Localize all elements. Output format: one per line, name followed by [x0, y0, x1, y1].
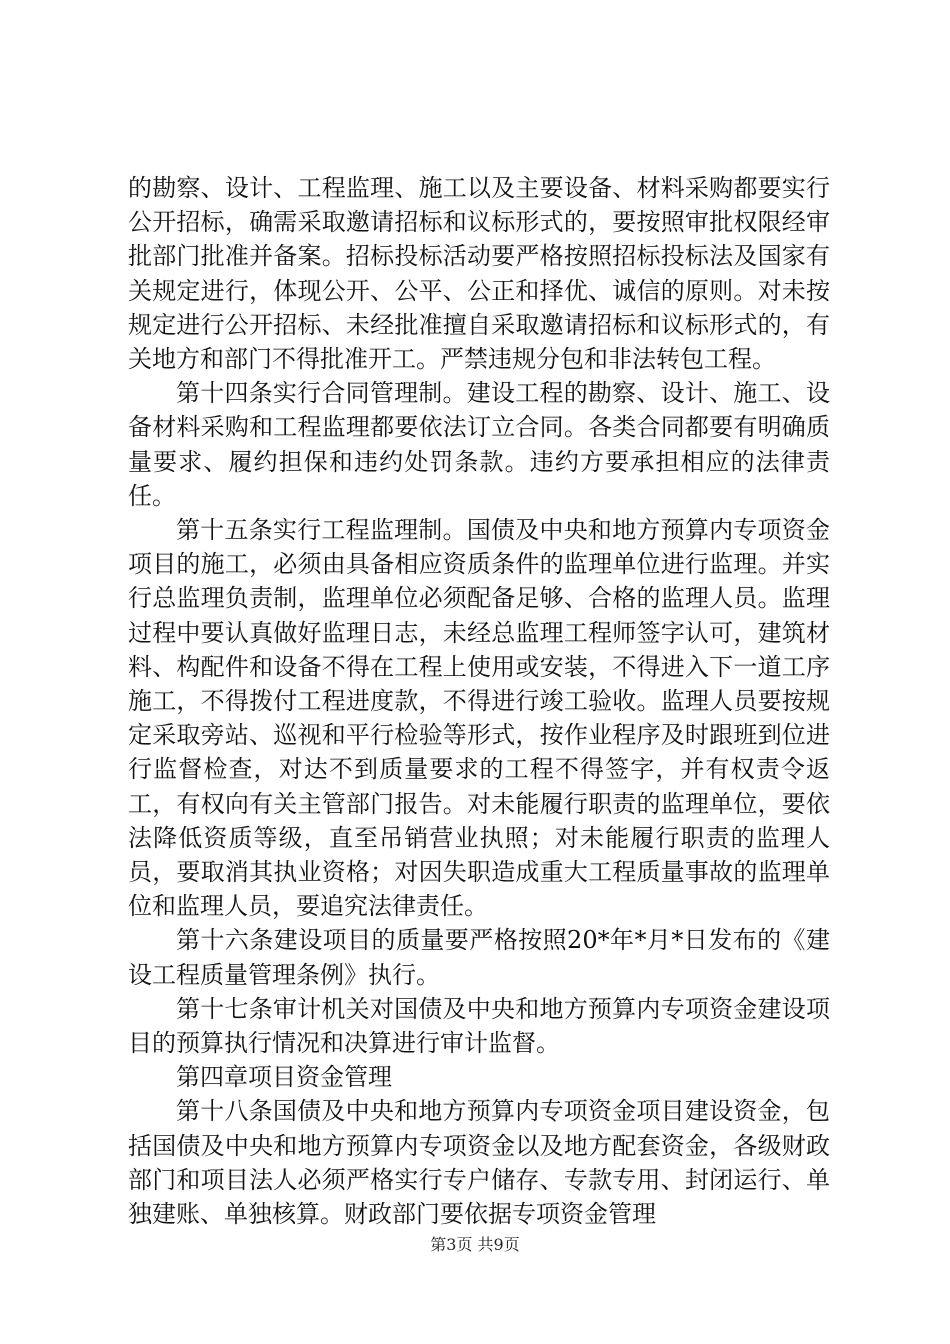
- paragraph-article-17: 第十七条审计机关对国债及中央和地方预算内专项资金建设项目的预算执行情况和决算进行审计监督。: [128, 994, 830, 1058]
- paragraph-article-14: 第十四条实行合同管理制。建设工程的勘察、设计、施工、设备材料采购和工程监理都要依法订立合同。各类合同都要有明确质量要求、履约担保和违约处罚条款。违约方要承担相应的法律责任。: [128, 379, 830, 510]
- page-number-footer: 第3页 共9页: [430, 1235, 520, 1254]
- paragraph-article-15: 第十五条实行工程监理制。国债及中央和地方预算内专项资金项目的施工，必须由具备相应资质条件的监理单位进行监理。并实行总监理负责制，监理单位必须配备足够、合格的监理人员。监理过程中要认真做好监理日志，未经总监理工程师签字认可，建筑材料、构配件和设备不得在工程上使用或安装，不得进入下一道工序施工，不得拨付工程进度款，不得进行竣工验收。监理人员要按规定采取旁站、巡视和平行检验等形式，按作业程序及时跟班到位进行监督检查，对达不到质量要求的工程不得签字，并有权责令返工，有权向有关主管部门报告。对未能履行职责的监理单位，要依法降低资质等级，直至吊销营业执照；对未能履行职责的监理人员，要取消其执业资格；对因失职造成重大工程质量事故的监理单位和监理人员，要追究法律责任。: [128, 516, 830, 921]
- paragraph-tender-continuation: 的勘察、设计、工程监理、施工以及主要设备、材料采购都要实行公开招标，确需采取邀请招标和议标形式的，要按照审批权限经审批部门批准并备案。招标投标活动要严格按照招标投标法及国家有关规定进行，体现公开、公平、公正和择优、诚信的原则。对未按规定进行公开招标、未经批准擅自采取邀请招标和议标形式的，有关地方和部门不得批准开工。严禁违规分包和非法转包工程。: [128, 174, 830, 374]
- chapter-heading: 第四章项目资金管理: [176, 1063, 392, 1092]
- paragraph-article-18: 第十八条国债及中央和地方预算内专项资金项目建设资金，包括国债及中央和地方预算内专项资金以及地方配套资金，各级财政部门和项目法人必须严格实行专户储存、专款专用、封闭运行、单独建账、单独核算。财政部门要依据专项资金管理: [128, 1097, 830, 1229]
- paragraph-article-16: 第十六条建设项目的质量要严格按照20*年*月*日发布的《建设工程质量管理条例》执行。: [128, 926, 830, 989]
- document-body: [128, 171, 830, 1231]
